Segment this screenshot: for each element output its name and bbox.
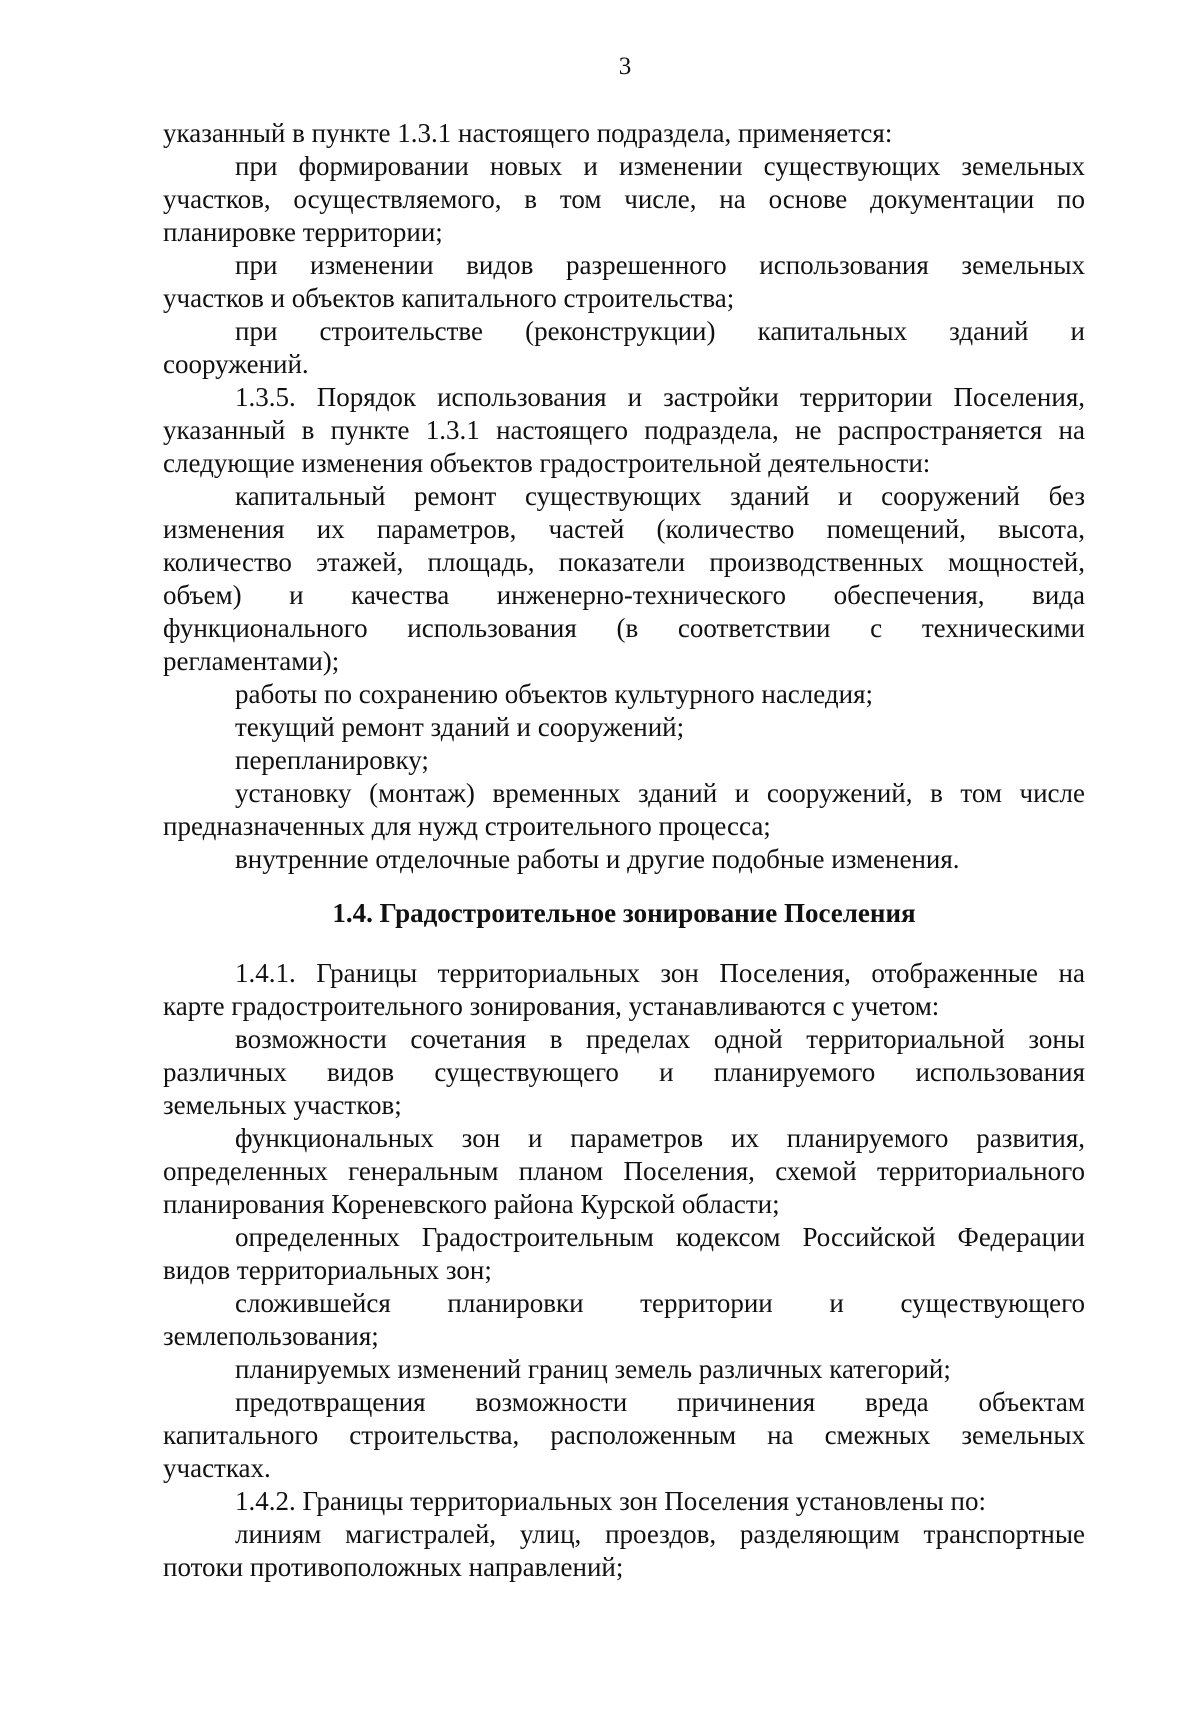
text-line: 1.4.2. Границы территориальных зон Поселения установлены по: (235, 1486, 986, 1516)
section-heading: 1.4. Градостроительное зонирование Поселения (332, 898, 916, 928)
paragraph (163, 1386, 1085, 1485)
document-body (163, 117, 1085, 1584)
paragraph (163, 957, 1085, 1023)
text-line: предназначенных для нужд строительного процесса; (163, 811, 771, 841)
paragraph (163, 678, 1085, 711)
text-line: внутренние отделочные работы и другие подобные изменения. (235, 844, 960, 874)
text-line: капитальный ремонт существующих зданий и сооружений без (235, 481, 1085, 511)
text-line: участков, осуществляемого, в том числе, на основе документации по (163, 184, 1085, 214)
text-line: указанный в пункте 1.3.1 настоящего подраздела, применяется: (163, 118, 893, 148)
text-line: функционального использования (в соответствии с техническими (163, 613, 1085, 643)
paragraph (163, 843, 1085, 876)
text-line: планирования Кореневского района Курской области; (163, 1189, 780, 1219)
text-line: предотвращения возможности причинения вреда объектам (235, 1387, 1085, 1417)
paragraph (163, 480, 1085, 678)
page-number: 3 (618, 53, 632, 80)
text-line: объем) и качества инженерно-технического обеспечения, вида (163, 580, 1085, 610)
text-line: перепланировку; (235, 745, 429, 775)
text-line: установку (монтаж) временных зданий и сооружений, в том числе (235, 778, 1085, 808)
text-line: изменения их параметров, частей (количество помещений, высота, (163, 514, 1085, 544)
paragraph (163, 1287, 1085, 1353)
text-line: 1.3.5. Порядок использования и застройки территории Поселения, (235, 382, 1085, 412)
text-line: при формировании новых и изменении существующих земельных (235, 151, 1085, 181)
paragraph (163, 1221, 1085, 1287)
text-line: текущий ремонт зданий и сооружений; (235, 712, 685, 742)
paragraph (163, 1485, 1085, 1518)
text-line: планируемых изменений границ земель различных категорий; (235, 1354, 951, 1384)
paragraphs-section-1-4 (163, 957, 1085, 1584)
text-line: регламентами); (163, 646, 340, 676)
paragraph (163, 381, 1085, 480)
text-line: определенных Градостроительным кодексом Российской Федерации (235, 1222, 1085, 1252)
text-line: земельных участков; (163, 1090, 402, 1120)
text-line: работы по сохранению объектов культурного наследия; (235, 679, 873, 709)
paragraphs-section-1-3 (163, 117, 1085, 876)
text-line: землепользования; (163, 1321, 379, 1351)
text-line: карте градостроительного зонирования, устанавливаются с учетом: (163, 991, 940, 1021)
paragraph (163, 777, 1085, 843)
text-line: сложившейся планировки территории и существующего (235, 1288, 1085, 1318)
paragraph (163, 1353, 1085, 1386)
text-line: при изменении видов разрешенного использования земельных (235, 250, 1085, 280)
paragraph (163, 711, 1085, 744)
paragraph (163, 117, 1085, 150)
text-line: функциональных зон и параметров их планируемого развития, (235, 1123, 1085, 1153)
paragraph (163, 315, 1085, 381)
text-line: при строительстве (реконструкции) капитальных зданий и (235, 316, 1085, 346)
paragraph (163, 744, 1085, 777)
paragraph (163, 1518, 1085, 1584)
text-line: количество этажей, площадь, показатели производственных мощностей, (163, 547, 1085, 577)
text-line: планировке территории; (163, 217, 443, 247)
text-line: потоки противоположных направлений; (163, 1552, 624, 1582)
text-line: линиям магистралей, улиц, проездов, разделяющим транспортные (235, 1519, 1085, 1549)
text-line: участков и объектов капитального строительства; (163, 283, 735, 313)
text-line: указанный в пункте 1.3.1 настоящего подраздела, не распространяется на (163, 415, 1085, 445)
text-line: возможности сочетания в пределах одной территориальной зоны (235, 1024, 1085, 1054)
paragraph (163, 1023, 1085, 1122)
text-line: различных видов существующего и планируемого использования (163, 1057, 1085, 1087)
text-line: сооружений. (163, 349, 309, 379)
paragraph (163, 1122, 1085, 1221)
paragraph (163, 150, 1085, 249)
text-line: участках. (163, 1453, 271, 1483)
text-line: видов территориальных зон; (163, 1255, 492, 1285)
text-line: капитального строительства, расположенным на смежных земельных (163, 1420, 1085, 1450)
paragraph (163, 249, 1085, 315)
text-line: определенных генеральным планом Поселения, схемой территориального (163, 1156, 1085, 1186)
text-line: следующие изменения объектов градостроительной деятельности: (163, 448, 931, 478)
text-line: 1.4.1. Границы территориальных зон Поселения, отображенные на (235, 958, 1085, 988)
